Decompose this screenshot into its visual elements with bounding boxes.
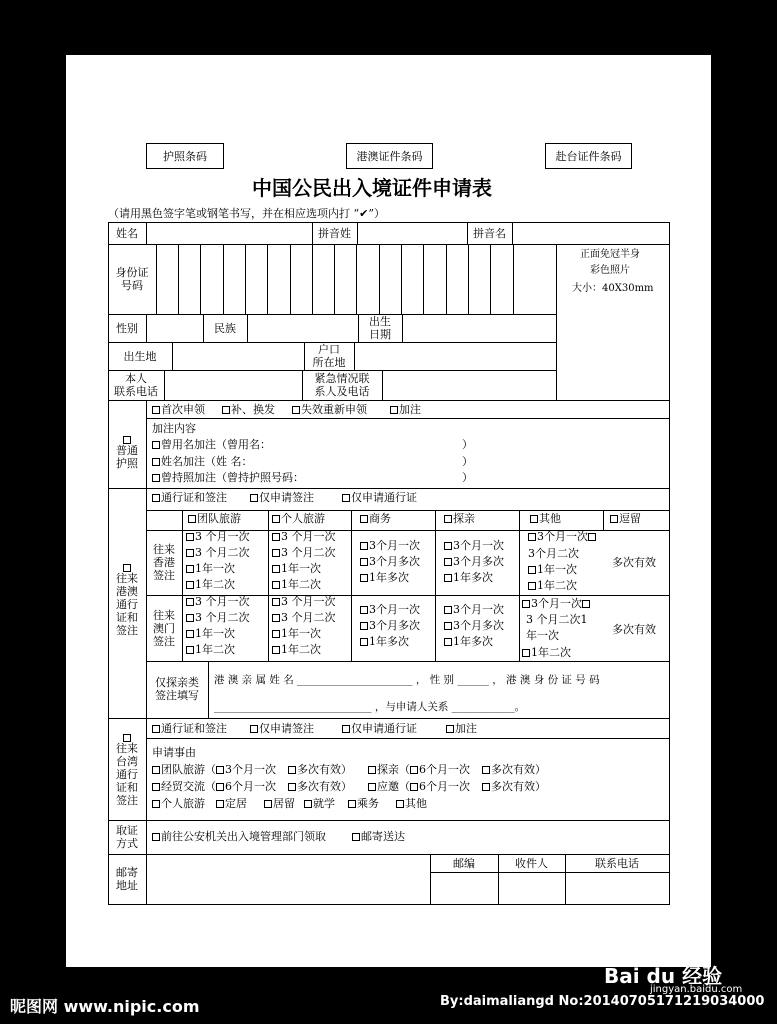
grid-hline — [108, 488, 670, 489]
opt-reissue[interactable] — [222, 404, 275, 415]
hk-opt-permit-only[interactable] — [342, 492, 417, 503]
hk-opt-endorse-only[interactable] — [250, 492, 314, 503]
mo-personal-freq-0-label: 3 个月一次 — [281, 595, 336, 608]
tw-reside[interactable] — [264, 798, 295, 809]
label-birthplace: 出生地 — [123, 349, 157, 363]
hk-business-freq-0[interactable] — [360, 540, 420, 551]
tw-opt-add-label: 加注 — [455, 722, 477, 735]
hk-other-4[interactable] — [528, 580, 577, 591]
mo-business-freq-0[interactable] — [360, 604, 420, 615]
col-personal-tour[interactable] — [272, 513, 325, 524]
col-business[interactable] — [360, 513, 391, 524]
tw-other[interactable] — [396, 798, 427, 809]
grid-vline — [208, 661, 209, 719]
grid-vline — [490, 244, 491, 315]
mo-personal-freq-1[interactable] — [272, 612, 336, 623]
grid-hline — [108, 244, 670, 245]
col-stay[interactable] — [610, 513, 641, 524]
grid-vline — [382, 370, 383, 401]
mo-business-freq-2[interactable] — [360, 636, 409, 647]
grid-vline — [178, 244, 179, 315]
opt-reissue-label: 补、换发 — [231, 403, 275, 416]
mail-label: 邮寄 地址 — [116, 866, 138, 892]
mo-other-5-label: 1年二次 — [531, 646, 571, 659]
col-visit[interactable] — [444, 513, 475, 524]
instruction-text: （请用黑色签字笔或钢笔书写，并在相应选项内打 “✔”） — [108, 207, 385, 220]
grid-vline — [182, 510, 183, 662]
mo-group-freq-2-label: 1年一次 — [195, 627, 235, 640]
mo-other-2 — [526, 614, 588, 625]
hk-opt-endorse-only-label: 仅申请签注 — [259, 491, 314, 504]
mo-visit-freq-0-label: 3个月一次 — [453, 603, 504, 616]
opt-add[interactable] — [390, 404, 421, 415]
grid-hline — [108, 718, 670, 719]
relative-label: 仅探亲类 签注填写 — [155, 676, 199, 702]
tw-personal[interactable] — [152, 798, 205, 809]
hk-group-freq-1[interactable] — [186, 547, 250, 558]
hk-business-freq-2-label: 1年多次 — [369, 571, 409, 584]
tw-trade-multi[interactable] — [288, 781, 352, 792]
hk-personal-freq-0-label: 3 个月一次 — [281, 530, 336, 543]
mo-multi-label: 多次有效 — [612, 623, 656, 636]
hk-personal-freq-2[interactable] — [272, 563, 321, 574]
mo-personal-freq-2[interactable] — [272, 628, 321, 639]
grid-vline — [512, 222, 513, 245]
grid-vline — [354, 342, 355, 371]
grid-vline — [435, 510, 436, 662]
hk-other-4-label: 1年二次 — [537, 579, 577, 592]
opt-add-label: 加注 — [399, 403, 421, 416]
page-title: 中国公民出入境证件申请表 — [252, 176, 492, 200]
mo-visit-freq-1[interactable] — [444, 620, 504, 631]
tw-opt-endorse-only-label: 仅申请签注 — [259, 722, 314, 735]
passport-barcode-label: 护照条码 — [163, 150, 207, 163]
mo-other-4 — [526, 630, 559, 641]
grid-hline — [108, 314, 557, 315]
tw-invite-multi-label: 多次有效） — [491, 780, 546, 793]
grid-hline — [146, 661, 670, 662]
mail-phone: 联系电话 — [595, 856, 639, 870]
grid-vline — [669, 222, 670, 905]
tw-reside-label: 居留 — [273, 797, 295, 810]
tw-invite-multi[interactable] — [482, 781, 546, 792]
grid-hline — [146, 510, 670, 511]
photo-line2: 彩色照片 — [590, 265, 630, 276]
tw-group-three: 3个月一次 — [225, 763, 276, 776]
passport-checkbox[interactable] — [123, 436, 131, 444]
mo-visit-freq-2-label: 1年多次 — [453, 635, 493, 648]
label-pinyin-surname: 拼音姓 — [318, 226, 351, 240]
mo-other-5[interactable] — [522, 647, 571, 658]
mo-group-freq-0-label: 3 个月一次 — [195, 595, 250, 608]
tw-trade-six: 6个月一次 — [225, 780, 276, 793]
col-other[interactable] — [530, 513, 561, 524]
relative-line1: 港 澳 亲 属 姓 名 ______________________ ， 性 别 ______ ， 港 澳 身 份 证 号 码 — [214, 674, 600, 686]
opt-lost[interactable] — [292, 404, 367, 415]
hk-other-1-label: 3个月一次 — [537, 530, 588, 543]
tw-reason-label: 申请事由 — [152, 746, 196, 759]
row-hk-label: 往来 香港 签注 — [153, 543, 175, 582]
col-personal-tour-label: 个人旅游 — [281, 512, 325, 525]
grid-vline — [556, 244, 557, 401]
tw-opt-permit-only-label: 仅申请通行证 — [351, 722, 417, 735]
tw-group-multi-label: 多次有效） — [297, 763, 352, 776]
mo-group-freq-0[interactable] — [186, 596, 250, 607]
hk-personal-freq-2-label: 1年一次 — [281, 562, 321, 575]
label-phone: 本人 联系电话 — [114, 372, 158, 398]
grid-vline — [223, 244, 224, 315]
grid-vline — [401, 244, 402, 315]
passport-label-text: 普通 护照 — [116, 444, 138, 470]
add-content-label: 加注内容 — [152, 422, 196, 435]
grid-vline — [267, 244, 268, 315]
tw-opt-permit-only[interactable] — [342, 723, 417, 734]
tw-personal-label: 个人旅游 — [161, 797, 205, 810]
mo-personal-freq-0[interactable] — [272, 596, 336, 607]
hk-personal-freq-1[interactable] — [272, 547, 336, 558]
tw-invite-label: 应邀（ — [377, 780, 410, 793]
tw-settle[interactable] — [216, 798, 247, 809]
mo-group-freq-1-label: 3 个月二次 — [195, 611, 250, 624]
footer-left: 昵图网 www.nipic.com — [10, 997, 200, 1016]
hk-personal-freq-0[interactable] — [272, 531, 336, 542]
tw-invite[interactable] — [368, 781, 470, 792]
grid-hline — [108, 820, 670, 821]
tw-group-multi[interactable] — [288, 764, 352, 775]
tw-visit-multi-label: 多次有效） — [491, 763, 546, 776]
grid-vline — [423, 244, 424, 315]
photo-size: 大小：40X30mm — [572, 283, 654, 294]
tw-opt-permit-endorse[interactable] — [152, 723, 227, 734]
grid-vline — [468, 244, 469, 315]
hk-group-freq-3[interactable] — [186, 579, 235, 590]
pickup-office-label: 前往公安机关出入境管理部门领取 — [161, 830, 326, 843]
mo-other-4-label: 年一次 — [526, 629, 559, 642]
hk-barcode-label: 港澳证件条码 — [356, 150, 423, 163]
tw-visit-six: 6个月一次 — [419, 763, 470, 776]
grid-hline — [146, 418, 670, 419]
mo-visit-freq-1-label: 3个月多次 — [453, 619, 504, 632]
tw-trade[interactable] — [152, 781, 276, 792]
hk-business-freq-2[interactable] — [360, 572, 409, 583]
hk-personal-freq-3[interactable] — [272, 579, 321, 590]
baidu-watermark: Bai du 经验 — [604, 964, 723, 988]
grid-vline — [379, 244, 380, 315]
col-group-tour[interactable] — [188, 513, 241, 524]
label-household: 户口 所在地 — [312, 343, 346, 369]
label-id-number: 身份证 号码 — [115, 266, 149, 292]
hk-other-1[interactable] — [528, 531, 597, 542]
mo-other-1[interactable] — [522, 598, 591, 609]
grid-vline — [172, 342, 173, 371]
passport-barcode-box — [146, 143, 224, 169]
hk-personal-freq-3-label: 1年二次 — [281, 578, 321, 591]
opt-first-label: 首次申领 — [161, 403, 205, 416]
mo-group-freq-1[interactable] — [186, 612, 250, 623]
close-paren-1: ） — [462, 438, 473, 451]
col-group-tour-label: 团队旅游 — [197, 512, 241, 525]
mo-business-freq-1[interactable] — [360, 620, 420, 631]
hk-barcode-box — [346, 143, 433, 169]
mo-personal-freq-3[interactable] — [272, 644, 321, 655]
grid-vline — [603, 510, 604, 531]
name-add-label: 姓名加注（姓 名： — [161, 455, 253, 468]
tw-section-label — [108, 720, 146, 820]
grid-hline — [430, 872, 670, 873]
grid-hline — [108, 904, 670, 905]
hk-group-freq-3-label: 1年二次 — [195, 578, 235, 591]
grid-vline — [200, 244, 201, 315]
grid-vline — [312, 244, 313, 315]
mo-visit-freq-0[interactable] — [444, 604, 504, 615]
baidu-watermark-url: jingyan.baidu.com — [650, 984, 743, 995]
pickup-mail-label: 邮寄送达 — [361, 830, 405, 843]
mo-personal-freq-1-label: 3 个月二次 — [281, 611, 336, 624]
grid-vline — [351, 510, 352, 662]
mo-other-3-label: 1 — [580, 613, 588, 626]
tw-study[interactable] — [304, 798, 335, 809]
tw-study-label: 就学 — [313, 797, 335, 810]
tw-crew[interactable] — [348, 798, 379, 809]
opt-first[interactable] — [152, 404, 205, 415]
label-gender: 性别 — [116, 321, 138, 335]
tw-visit-label: 探亲（ — [377, 763, 410, 776]
opt-held-passport[interactable] — [152, 472, 304, 483]
hk-other-2-label: 3个月二次 — [528, 547, 579, 560]
grid-vline — [334, 244, 335, 315]
grid-vline — [519, 510, 520, 662]
held-passport-label: 曾持照加注（曾持护照号码： — [161, 471, 304, 484]
hk-group-freq-2[interactable] — [186, 563, 235, 574]
label-birth-date: 出生 日期 — [369, 315, 391, 341]
tw-invite-six: 6个月一次 — [419, 780, 470, 793]
grid-vline — [247, 314, 248, 343]
mo-other-1-label: 3个月一次 — [531, 597, 582, 610]
tw-opt-endorse-only[interactable] — [250, 723, 314, 734]
pickup-label: 取证 方式 — [116, 824, 138, 850]
hk-visit-freq-0[interactable] — [444, 540, 504, 551]
mail-recipient: 收件人 — [515, 856, 548, 870]
grid-vline — [290, 244, 291, 315]
close-paren-3: ） — [462, 471, 473, 484]
photo-line1: 正面免冠半身 — [580, 249, 640, 260]
grid-vline — [146, 222, 147, 245]
mo-business-freq-1-label: 3个月多次 — [369, 619, 420, 632]
tw-group[interactable] — [152, 764, 276, 775]
footer-right: By:daimaliangd No:20140705171219034000 — [440, 994, 765, 1009]
pickup-mail[interactable] — [352, 831, 405, 842]
tw-crew-label: 乘务 — [357, 797, 379, 810]
tw-visit-multi[interactable] — [482, 764, 546, 775]
label-emergency: 紧急情况联 系人及电话 — [314, 372, 370, 398]
mo-business-freq-2-label: 1年多次 — [369, 635, 409, 648]
grid-vline — [513, 244, 514, 315]
hk-multi-label: 多次有效 — [612, 556, 656, 569]
hk-business-freq-1[interactable] — [360, 556, 420, 567]
grid-hline — [108, 400, 670, 401]
hk-opt-permit-endorse-label: 通行证和签注 — [161, 491, 227, 504]
hk-section-label — [108, 540, 146, 660]
relative-line2: ______________________________ ，与申请人关系 ____________。 — [214, 701, 526, 713]
row-mo-label: 往来 澳门 签注 — [153, 608, 175, 648]
mo-group-freq-3-label: 1年二次 — [195, 643, 235, 656]
used-name-label: 曾用名加注（曾用名： — [161, 438, 271, 451]
tw-group-label: 团队旅游（ — [161, 763, 216, 776]
grid-vline — [245, 244, 246, 315]
tw-label-text: 往来 台湾 通行 证和 签注 — [116, 741, 138, 807]
hk-business-freq-1-label: 3个月多次 — [369, 555, 420, 568]
hk-group-freq-0-label: 3 个月一次 — [195, 530, 250, 543]
hk-checkbox[interactable] — [123, 564, 131, 572]
mo-personal-freq-3-label: 1年二次 — [281, 643, 321, 656]
mo-visit-freq-2[interactable] — [444, 636, 493, 647]
hk-opt-permit-endorse[interactable] — [152, 492, 227, 503]
col-other-label: 其他 — [539, 512, 561, 525]
tw-barcode-label: 赴台证件条码 — [555, 150, 622, 163]
grid-vline — [446, 244, 447, 315]
grid-hline — [108, 222, 670, 223]
mail-postcode: 邮编 — [453, 856, 475, 870]
grid-vline — [402, 314, 403, 343]
label-ethnicity: 民族 — [214, 321, 236, 335]
hk-group-freq-1-label: 3 个月二次 — [195, 546, 250, 559]
tw-opt-permit-endorse-label: 通行证和签注 — [161, 722, 227, 735]
hk-visit-freq-1-label: 3个月多次 — [453, 555, 504, 568]
grid-vline — [268, 510, 269, 662]
hk-other-2 — [528, 548, 579, 559]
grid-vline — [357, 222, 358, 245]
grid-vline — [146, 314, 147, 343]
tw-barcode-box — [545, 143, 632, 169]
hk-visit-freq-1[interactable] — [444, 556, 504, 567]
grid-vline — [156, 244, 157, 315]
tw-trade-multi-label: 多次有效） — [297, 780, 352, 793]
hk-group-freq-2-label: 1年一次 — [195, 562, 235, 575]
opt-name-add[interactable] — [152, 456, 253, 467]
mo-group-freq-2[interactable] — [186, 628, 235, 639]
hk-other-3[interactable] — [528, 564, 577, 575]
col-stay-label: 逗留 — [619, 512, 641, 525]
tw-other-label: 其他 — [405, 797, 427, 810]
mo-group-freq-3[interactable] — [186, 644, 235, 655]
tw-trade-label: 经贸交流（ — [161, 780, 216, 793]
mo-other-2-label: 3 个月二次 — [526, 613, 581, 626]
passport-section-label — [108, 418, 146, 488]
hk-label-text: 往来 港澳 通行 证和 签注 — [116, 571, 138, 637]
grid-vline — [164, 370, 165, 401]
hk-visit-freq-2[interactable] — [444, 572, 493, 583]
hk-other-3-label: 1年一次 — [537, 563, 577, 576]
close-paren-2: ） — [462, 455, 473, 468]
grid-vline — [356, 244, 357, 315]
tw-checkbox[interactable] — [123, 734, 131, 742]
opt-used-name[interactable] — [152, 439, 271, 450]
tw-visit[interactable] — [368, 764, 470, 775]
col-visit-label: 探亲 — [453, 512, 475, 525]
tw-opt-add[interactable] — [446, 723, 477, 734]
pickup-office[interactable] — [152, 831, 326, 842]
mo-personal-freq-2-label: 1年一次 — [281, 627, 321, 640]
col-business-label: 商务 — [369, 512, 391, 525]
hk-group-freq-0[interactable] — [186, 531, 250, 542]
hk-business-freq-0-label: 3个月一次 — [369, 539, 420, 552]
label-pinyin-given: 拼音名 — [473, 226, 506, 240]
label-name: 姓名 — [116, 226, 138, 240]
grid-hline — [146, 738, 670, 739]
hk-visit-freq-0-label: 3个月一次 — [453, 539, 504, 552]
hk-personal-freq-1-label: 3 个月二次 — [281, 546, 336, 559]
tw-settle-label: 定居 — [225, 797, 247, 810]
hk-visit-freq-2-label: 1年多次 — [453, 571, 493, 584]
mo-business-freq-0-label: 3个月一次 — [369, 603, 420, 616]
opt-lost-label: 失效重新申领 — [301, 403, 367, 416]
hk-opt-permit-only-label: 仅申请通行证 — [351, 491, 417, 504]
